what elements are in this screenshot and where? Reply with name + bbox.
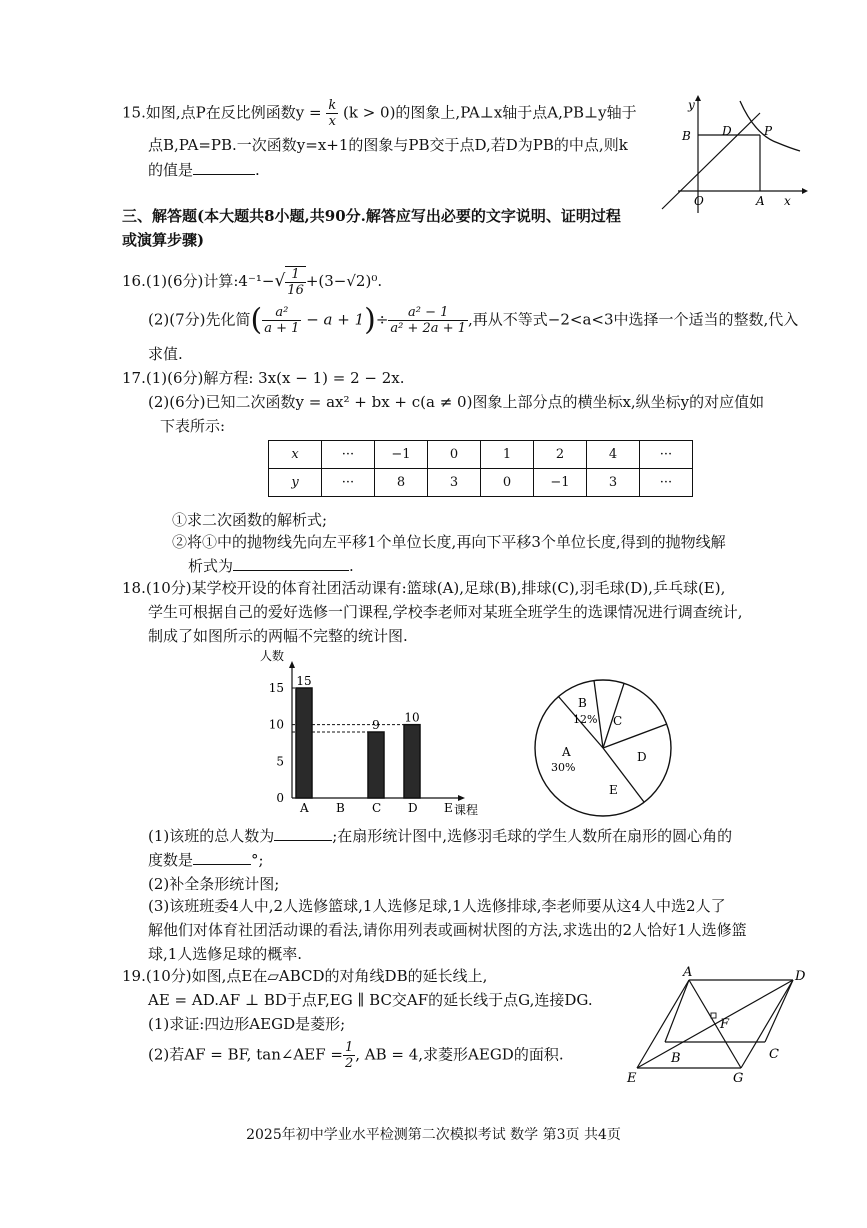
pie-label-D: D [637,750,647,764]
table-cell: −1 [534,469,587,497]
table-cell: ··· [640,469,693,497]
q18-line-2: 学生可根据自己的爱好选修一门课程,学校李老师对某班全班学生的选课情况进行调查统计, [148,603,743,621]
q18-sub3-line-1: (3)该班班委4人中,2人选修篮球,1人选修足球,1人选修排球,李老师要从这4人中选2人了 [148,897,726,915]
q18-sub2: (2)补全条形统计图; [148,875,280,893]
q19-line-3: (1)求证:四边形AEGD是菱形; [148,1015,346,1033]
q19-line-2: AE = AD.AF ⊥ BD于点F,EG ∥ BC交AF的延长线于点G,连接DG. [148,991,593,1009]
table-cell: 8 [375,469,428,497]
q17-part1: 17.(1)(6分)解方程: 3x(x − 1) = 2 − 2x. [122,369,405,387]
simplify-fraction: $\frac{\text{a² − 1}}{\text{a² + 2a + 1}}$ [390,305,466,336]
q19-figure [625,966,815,1086]
page-footer: 2025年初中学业水平检测第二次模拟考试 数学 第3页 共4页 [246,1127,621,1143]
bar-value-label: 10 [404,710,420,725]
q16-part2: (2)(7分)先化简( $\frac{\text{a²}}{a + 1}$ − a + 1)÷ $\frac{\text{a² − 1}}{\text{a² + 2a + 1}}$ ,再从不等式−2<a<3中选择一个适当的整数,代入 [148,302,799,338]
y-tick-label: 15 [268,681,284,695]
y-axis-label: 人数 [260,649,285,663]
y-tick-label: 5 [276,754,284,769]
bar [404,725,420,798]
table-cell: 3 [587,469,640,497]
table-cell: x [269,441,322,469]
table-cell: ··· [322,469,375,497]
answer-blank [233,556,349,571]
pie-pct-A: 30% [551,761,576,774]
table-cell: 0 [428,441,481,469]
q19-line-4: (2)若AF = BF, tan∠AEF = $\frac{1}{2}$ , AB = 4,求菱形AEGD的面积. [148,1040,564,1071]
x-axis-label: 课程 [454,803,478,817]
q18-line-3: 制成了如图所示的两幅不完整的统计图. [148,627,408,645]
table-cell: y [269,469,322,497]
tan-fraction: $\frac{1}{2}$ [344,1040,354,1071]
pie-label-B: B [578,696,587,710]
fig-label-A: A [756,194,765,208]
bar [296,688,312,798]
bar [368,732,384,798]
answer-blank [193,850,251,865]
table-cell: ··· [640,441,693,469]
x-tick-label: D [408,801,418,815]
pie-label-E: E [609,783,618,797]
fig-label-P: P [764,124,773,138]
x-tick-label: C [372,801,382,815]
fig-label-B: B [671,1051,681,1066]
a2-over-a1-fraction: $\frac{\text{a²}}{a + 1}$ [264,305,300,336]
q17-part3: 下表所示: [160,417,226,435]
table-row [269,441,693,469]
q17-sub1: ①求二次函数的解析式; [172,511,328,529]
q16-part1: 16.(1)(6分)计算:4⁻¹−√ $\frac{1}{16}$ +(3−√2)⁰. [122,267,383,298]
pie-pct-B: 12% [573,713,598,726]
fig-label-x: x [784,194,791,208]
table-cell: ··· [322,441,375,469]
fig-label-D: D [722,124,732,138]
q17-sub2: ②将①中的抛物线先向左平移1个单位长度,再向下平移3个单位长度,得到的抛物线解 [172,533,726,551]
x-tick-label: A [300,801,309,815]
q18-sub3-line-3: 球,1人选修足球的概率. [148,945,303,963]
q15-figure [660,95,810,215]
sqrt-fraction: $\frac{1}{16}$ [287,267,304,298]
k-over-x-fraction: $\frac{k}{x}$ [328,98,337,129]
x-tick-label: B [336,801,345,815]
table-cell: −1 [375,441,428,469]
q15-line-2: 点B,PA=PB.一次函数y=x+1的图象与PB交于点D,若D为PB的中点,则k [148,136,628,154]
q17-sub3: 析式为 . [188,557,354,575]
q15-line-3: 的值是 . [148,161,260,179]
answer-blank [193,160,255,175]
fig-label-E: E [627,1071,637,1086]
table-cell: 1 [481,441,534,469]
pie-label-C: C [613,714,623,728]
q18-sub1-a: (1)该班的总人数为 ;在扇形统计图中,选修羽毛球的学生人数所在扇形的圆心角的 [148,827,733,845]
fig-label-C: C [769,1047,779,1062]
fig-label-F: F [720,1017,730,1032]
bar-value-label: 15 [296,674,312,688]
pie-label-A: A [562,745,571,759]
q16-part3: 求值. [148,345,183,363]
bar-value-label: 9 [372,718,380,732]
q18-sub1-b: 度数是 °; [148,851,264,869]
fig-label-B: B [682,129,691,143]
fig-label-D: D [795,969,806,984]
value-table [268,440,693,497]
table-cell: 4 [587,441,640,469]
q18-sub3-line-2: 解他们对体育社团活动课的看法,请你用列表或画树状图的方法,求选出的2人恰好1人选修篮 [148,921,747,939]
q15-line-1: 15.如图,点P在反比例函数y = $\frac{k}{x}$ (k > 0)的图象上,PA⊥x轴于点A,PB⊥y轴于 [122,98,637,129]
answer-blank [274,826,332,841]
fig-label-O: O [694,194,704,208]
q18-line-1: 18.(10分)某学校开设的体育社团活动课有:篮球(A),足球(B),排球(C),羽毛球(D),乒乓球(E), [122,579,726,597]
section3-heading-2: 或演算步骤) [122,231,205,249]
table-row [269,469,693,497]
fig-label-y: y [688,98,695,112]
fig-label-G: G [733,1071,744,1086]
y-tick-label: 0 [276,791,284,805]
table-cell: 0 [481,469,534,497]
bar-chart [248,648,478,818]
section3-heading-1: 三、解答题(本大题共8小题,共90分.解答应写出必要的文字说明、证明过程 [122,207,621,225]
q17-part2: (2)(6分)已知二次函数y = ax² + bx + c(a ≠ 0)图象上部分点的横坐标x,纵坐标y的对应值如 [148,393,765,411]
fig-label-A: A [683,966,693,980]
y-tick-label: 10 [268,717,284,732]
table-cell: 2 [534,441,587,469]
q19-line-1: 19.(10分)如图,点E在▱ABCD的对角线DB的延长线上, [122,967,488,985]
pie-chart [531,673,681,823]
x-tick-label: E [444,801,453,815]
table-cell: 3 [428,469,481,497]
